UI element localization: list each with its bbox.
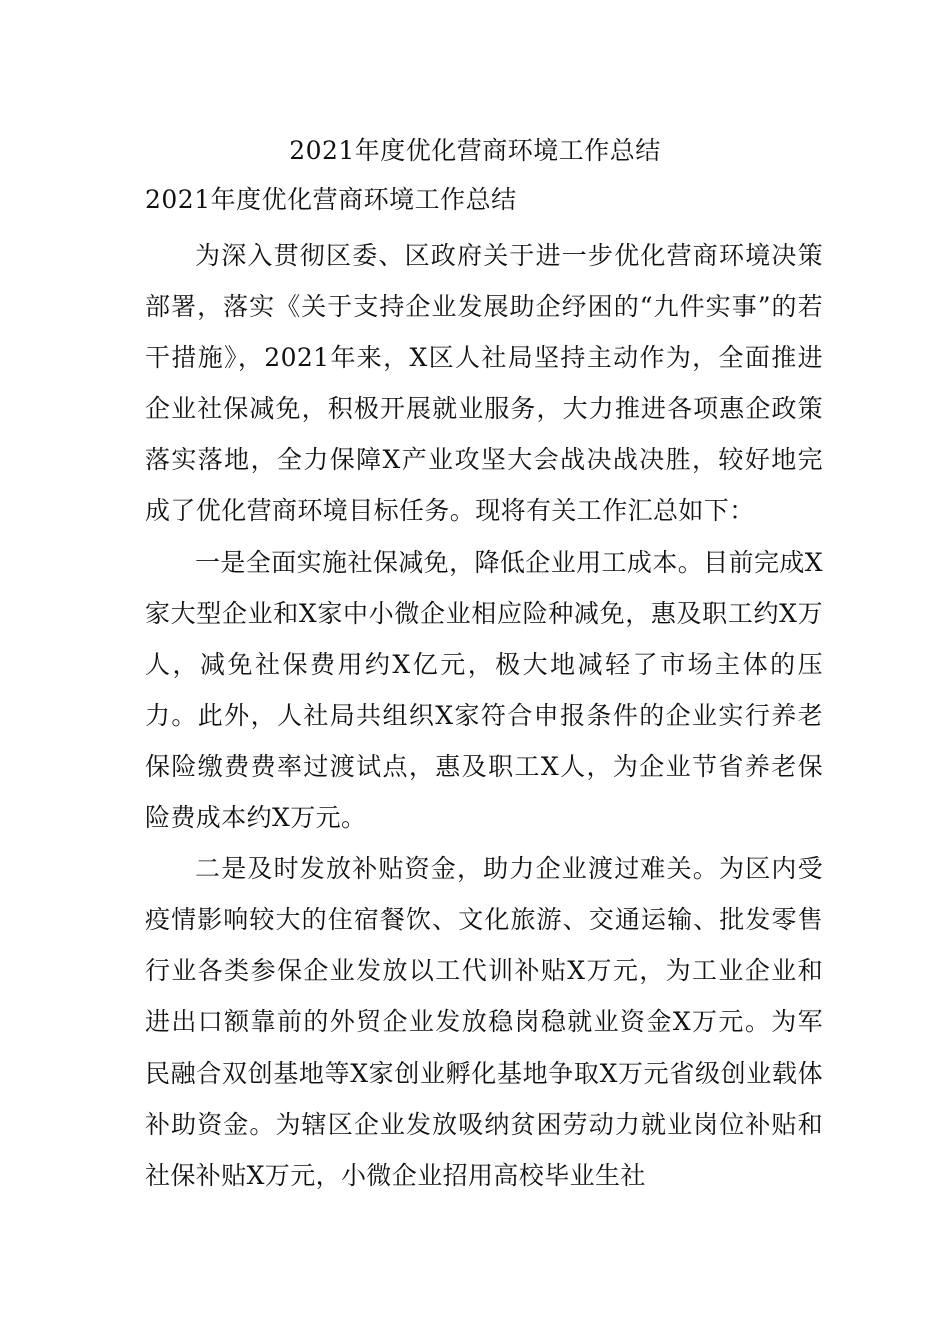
- paragraph-subsidies: 二是及时发放补贴资金，助力企业渡过难关。为区内受疫情影响较大的住宿餐饮、文化旅游、交通运输、批发零售行业各类参保企业发放以工代训补贴X万元，为工业企业和进出口额靠前的外贸企业发放稳岗稳就业资金X万元。为军民融合双创基地等X家创业孵化基地争取X万元省级创业载体补助资金。为辖区企业发放吸纳贫困劳动力就业岗位补贴和社保补贴X万元，小微企业招用高校毕业生社: [145, 854, 823, 1190]
- document-subtitle: 2021年度优化营商环境工作总结: [145, 185, 517, 214]
- document-title: 2021年度优化营商环境工作总结: [289, 136, 661, 165]
- document-body: [145, 230, 823, 1201]
- paragraph-social-insurance: 一是全面实施社保减免，降低企业用工成本。目前完成X家大型企业和X家中小微企业相应险种减免，惠及职工约X万人，减免社保费用约X亿元，极大地减轻了市场主体的压力。此外，人社局共组织X家符合申报条件的企业实行养老保险缴费费率过渡试点，惠及职工X人，为企业节省养老保险费成本约X万元。: [145, 547, 823, 833]
- paragraph-intro: 为深入贯彻区委、区政府关于进一步优化营商环境决策部署，落实《关于支持企业发展助企纾困的“九件实事”的若干措施》，2021年来，X区人社局坚持主动作为，全面推进企业社保减免，积极开展就业服务，大力推进各项惠企政策落实落地，全力保障X产业攻坚大会战决战决胜，较好地完成了优化营商环境目标任务。现将有关工作汇总如下：: [145, 241, 823, 526]
